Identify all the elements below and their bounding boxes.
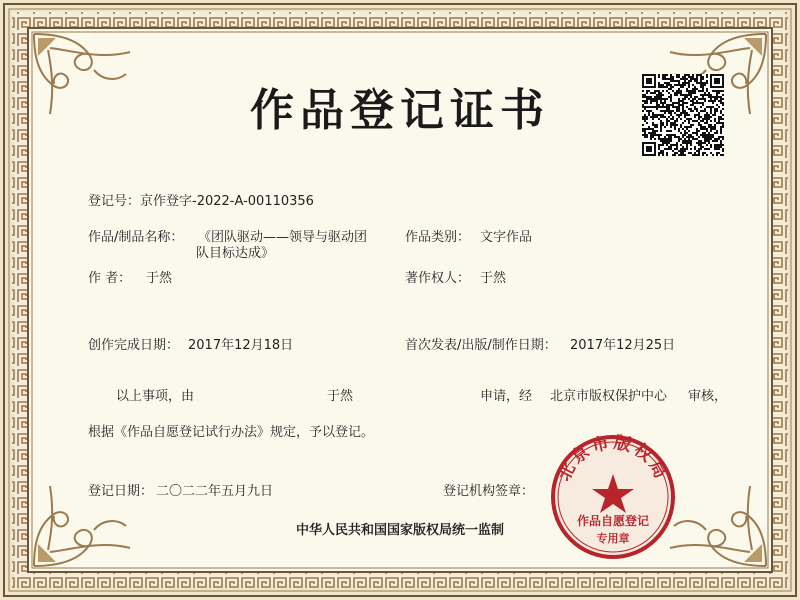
work-name-line2: 队目标达成》 — [196, 246, 275, 261]
category-value: 文字作品 — [480, 230, 533, 245]
certificate-title: 作品登记证书 — [250, 85, 550, 136]
copyright-owner-label: 著作权人： — [405, 271, 471, 286]
work-name-label: 作品/制品名称： — [88, 230, 184, 245]
footer-organization: 中华人民共和国国家版权局统一监制 — [295, 523, 504, 538]
first-publication-label: 首次发表/出版/制作日期： — [405, 338, 557, 353]
statement-suffix: 审核， — [688, 389, 728, 404]
seal-outer-text: 北京市版权局 — [554, 432, 672, 485]
seal-inner-line2: 专用章 — [596, 532, 630, 545]
category-label: 作品类别： — [405, 230, 471, 245]
registration-date-value: 二〇二二年五月九日 — [156, 484, 274, 499]
author-label: 作 者： — [88, 271, 132, 286]
statement-line2: 根据《作品自愿登记试行办法》规定，予以登记。 — [88, 425, 375, 440]
completion-date-label: 创作完成日期： — [88, 338, 180, 353]
completion-date-value: 2017年12月18日 — [188, 338, 294, 353]
registration-number: 京作登字-2022-A-00110356 — [140, 194, 314, 209]
registration-number-row — [88, 193, 314, 211]
work-name-line1: 《团队驱动——领导与驱动团 — [198, 230, 368, 245]
statement-middle: 申请，经 — [480, 389, 533, 404]
qr-code-icon — [642, 74, 724, 156]
registration-number-label: 登记号： — [88, 194, 141, 209]
seal-label: 登记机构签章： — [443, 484, 535, 499]
statement-applicant: 于然 — [327, 389, 354, 404]
statement-prefix: 以上事项，由 — [116, 389, 195, 404]
seal-inner-line1: 作品自愿登记 — [576, 514, 650, 528]
official-seal — [548, 432, 678, 562]
statement-agency: 北京市版权保护中心 — [550, 389, 668, 404]
author-value: 于然 — [146, 271, 173, 286]
copyright-owner-value: 于然 — [480, 271, 507, 286]
registration-date-label: 登记日期： — [88, 484, 154, 499]
first-publication-value: 2017年12月25日 — [570, 338, 676, 353]
